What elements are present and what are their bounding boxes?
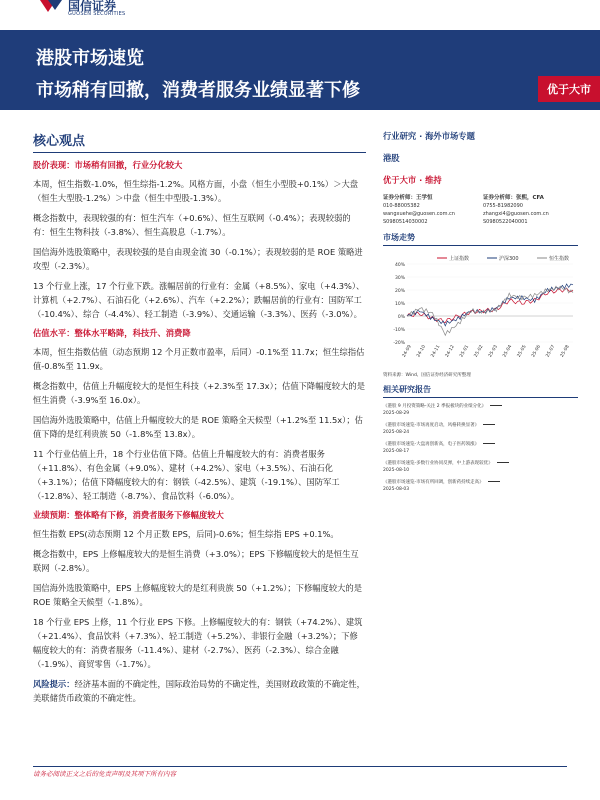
report-item[interactable]: [383, 422, 578, 436]
title-banner: [0, 30, 600, 110]
core-title: 核心观点: [33, 130, 366, 153]
core-views: [33, 130, 366, 705]
paragraph: 国信海外选股策略中，估值上升幅度较大的是 ROE 策略全天候型（+1.2%至 11.5x）；估值下降的是红利贵族 50（-1.8%至 13.8x）。: [33, 415, 363, 439]
y-tick-label: 30%: [394, 276, 405, 281]
report-date: 2025-08-10: [383, 468, 410, 473]
report-title: 《港股市场速览-市场再度启动，风格转换显著》: [383, 423, 480, 428]
rating-label: 优于大市 · 维持: [383, 175, 442, 185]
logo-icon: [38, 0, 64, 14]
report-dash: [490, 405, 502, 406]
risk-text: 经济基本面的不确定性，国际政治局势的不确定性，美国财政政策的不确定性，美联储货币政策的不确定性。: [33, 679, 365, 703]
report-category: 行业研究 · 海外市场专题: [383, 131, 475, 141]
paragraph: 国信海外选股策略中，EPS 上修幅度较大的是红利贵族 50（+1.2%）；下修幅度较大的是 ROE 策略全天候型（-1.8%）。: [33, 583, 363, 607]
y-tick-label: 20%: [394, 289, 405, 294]
risk-label: 风险提示：: [33, 679, 75, 689]
x-tick-label: 25-08: [559, 344, 571, 359]
x-tick-label: 25-02: [473, 344, 485, 359]
report-title: 《港股市场速览-多数行业协同反弹，中上游表现较优》: [383, 461, 493, 466]
paragraph: 11 个行业估值上升，18 个行业估值下降。估值上升幅度较大的有：消费者服务（+11.8%）、有色金属（+9.0%）、建材（+4.2%）、家电（+3.5%）、石油石化（+3.1%）；估值下降幅度较大的有：钢铁（-42.5%）、建筑（-19.1%）、国防军工（-12.8%）、轻工制造（-8.7%）、食品饮料（-6.0%）。: [33, 449, 340, 501]
report-title: 《港股市场速览-大盘再创新高，电子医药领涨》: [383, 442, 480, 447]
report-date: 2025-08-17: [383, 449, 410, 454]
logo-cn: 国信证券: [68, 0, 117, 13]
x-tick-label: 25-04: [502, 344, 514, 359]
market-chart: [383, 250, 578, 370]
y-tick-label: -20%: [393, 341, 405, 346]
report-title: 《港股 9 月投资策略-关注 2 季报板块的业绩分化》: [383, 404, 487, 409]
logo-en: GUOSEN SECURITIES: [68, 11, 126, 17]
section-heading: 估值水平：整体水平略降，科技升、消费降: [33, 328, 191, 338]
paragraph: 概念指数中，表现较强的有：恒生汽车（+0.6%）、恒生互联网（-0.4%）；表现较弱的有：恒生生物科技（-3.8%）、恒生高股息（-1.7%）。: [33, 213, 351, 237]
legend-label: 沪深300: [499, 256, 519, 262]
paragraph: 恒生指数 EPS(动态预期 12 个月正数 EPS，后同)-0.6%；恒生综指 EPS +0.1%。: [33, 529, 339, 539]
analyst-cert: S0980514030002: [383, 219, 428, 225]
rating-badge: 优于大市: [538, 76, 600, 102]
analyst-cert: S0980522040001: [483, 219, 528, 225]
chart-svg: [383, 250, 578, 370]
report-dash: [483, 443, 495, 444]
analyst-name: 证券分析师：王学恒: [383, 195, 433, 201]
analyst-list: [383, 194, 578, 226]
report-dash: [483, 424, 495, 425]
chart-title: 市场走势: [383, 232, 578, 246]
report-dash: [497, 462, 509, 463]
report-list: [383, 403, 578, 493]
analyst-card: [383, 194, 478, 226]
footer-divider: [33, 766, 567, 767]
report-item[interactable]: [383, 403, 578, 417]
report-date: 2025-08-03: [383, 487, 410, 492]
analyst-card: [483, 194, 578, 226]
market-label: 港股: [383, 153, 400, 163]
series-line: [407, 284, 573, 326]
paragraph: 概念指数中，EPS 上修幅度较大的是恒生消费（+3.0%）；EPS 下修幅度较大的是恒生互联网（-2.8%）。: [33, 549, 359, 573]
paragraph: 13 个行业上涨，17 个行业下跌。涨幅居前的行业有：金属（+8.5%）、家电（+4.3%）、计算机（+2.7%）、石油石化（+2.6%）、汽车（+2.2%）；跌幅居前的行业有：国防军工（-10.4%）、综合（-4.4%）、轻工制造（-3.9%）、交通运输（-3.3%）、医药（-3.0%）。: [33, 281, 365, 319]
y-tick-label: 0%: [397, 315, 405, 320]
report-date: 2025-08-24: [383, 430, 410, 435]
x-tick-label: 25-01: [459, 344, 471, 359]
x-tick-label: 24-12: [444, 344, 456, 359]
paragraph: 本周，恒生指数-1.0%，恒生综指-1.2%。风格方面，小盘（恒生小型股+0.1%）＞大盘（恒生大型股-1.2%）＞中盘（恒生中型股-1.3%）。: [33, 179, 359, 203]
report-title: 《港股市场速览-市场有所回调，创新药持续走高》: [383, 480, 484, 485]
page-title: 港股市场速览: [36, 48, 144, 69]
risk-warning: [33, 677, 366, 705]
y-tick-label: 40%: [394, 263, 405, 268]
analyst-phone: 010-88005382: [383, 203, 420, 209]
y-tick-label: 10%: [394, 302, 405, 307]
paragraph: 本周，恒生指数估值（动态预期 12 个月正数市盈率，后同）-0.1%至 11.7x；恒生综指估值-0.8%至 11.9x。: [33, 347, 365, 371]
analyst-phone: 0755-81982090: [483, 203, 523, 209]
logo: [38, 0, 126, 22]
x-tick-label: 24-09: [401, 344, 413, 359]
legend-label: 上证指数: [449, 256, 470, 262]
report-item[interactable]: [383, 441, 578, 455]
reports-title: 相关研究报告: [383, 384, 578, 398]
x-tick-label: 25-07: [545, 344, 557, 359]
paragraph: 国信海外选股策略中，表现较强的是自由现金流 30（-0.1%）；表现较弱的是 ROE 策略进攻型（-2.3%）。: [33, 247, 363, 271]
paragraph: 18 个行业 EPS 上修，11 个行业 EPS 下修。上修幅度较大的有：钢铁（+74.2%）、建筑（+21.4%）、食品饮料（+7.3%）、轻工制造（+5.2%）、非银行金融（+3.2%）；下修幅度较大的有：消费者服务（-11.4%）、建材（-2.7%）、医药（-2.3%）、综合金融（-1.9%）、商贸零售（-1.7%）。: [33, 617, 363, 669]
report-item[interactable]: [383, 460, 578, 474]
x-tick-label: 24-10: [416, 344, 428, 359]
section-heading: 股价表现：市场稍有回撤，行业分化较大: [33, 160, 183, 170]
page-subtitle: 市场稍有回撤，消费者服务业绩显著下修: [36, 80, 360, 101]
sidebar: [383, 130, 578, 493]
analyst-email[interactable]: zhangxi4@guosen.com.cn: [483, 211, 549, 217]
report-dash: [488, 481, 500, 482]
section-heading: 业绩预期：整体略有下修，消费者服务下修幅度较大: [33, 510, 224, 520]
x-tick-label: 25-06: [531, 344, 543, 359]
report-item[interactable]: [383, 479, 578, 493]
y-tick-label: -10%: [393, 328, 405, 333]
x-tick-label: 24-11: [430, 344, 442, 359]
x-tick-label: 25-03: [488, 344, 499, 359]
chart-source: 资料来源：Wind、国信证券经济研究所整理: [383, 373, 471, 378]
disclaimer: 请务必阅读正文之后的免责声明及其项下所有内容: [33, 770, 176, 778]
analyst-name: 证券分析师：张熙，CFA: [483, 195, 544, 201]
paragraph: 概念指数中，估值上升幅度较大的是恒生科技（+2.3%至 17.3x）；估值下降幅度较大的是恒生消费（-3.9%至 16.0x）。: [33, 381, 365, 405]
report-date: 2025-08-29: [383, 411, 410, 416]
x-tick-label: 25-05: [516, 344, 528, 359]
legend-label: 恒生指数: [549, 256, 570, 262]
analyst-email[interactable]: wangxuehe@guosen.com.cn: [383, 211, 455, 217]
